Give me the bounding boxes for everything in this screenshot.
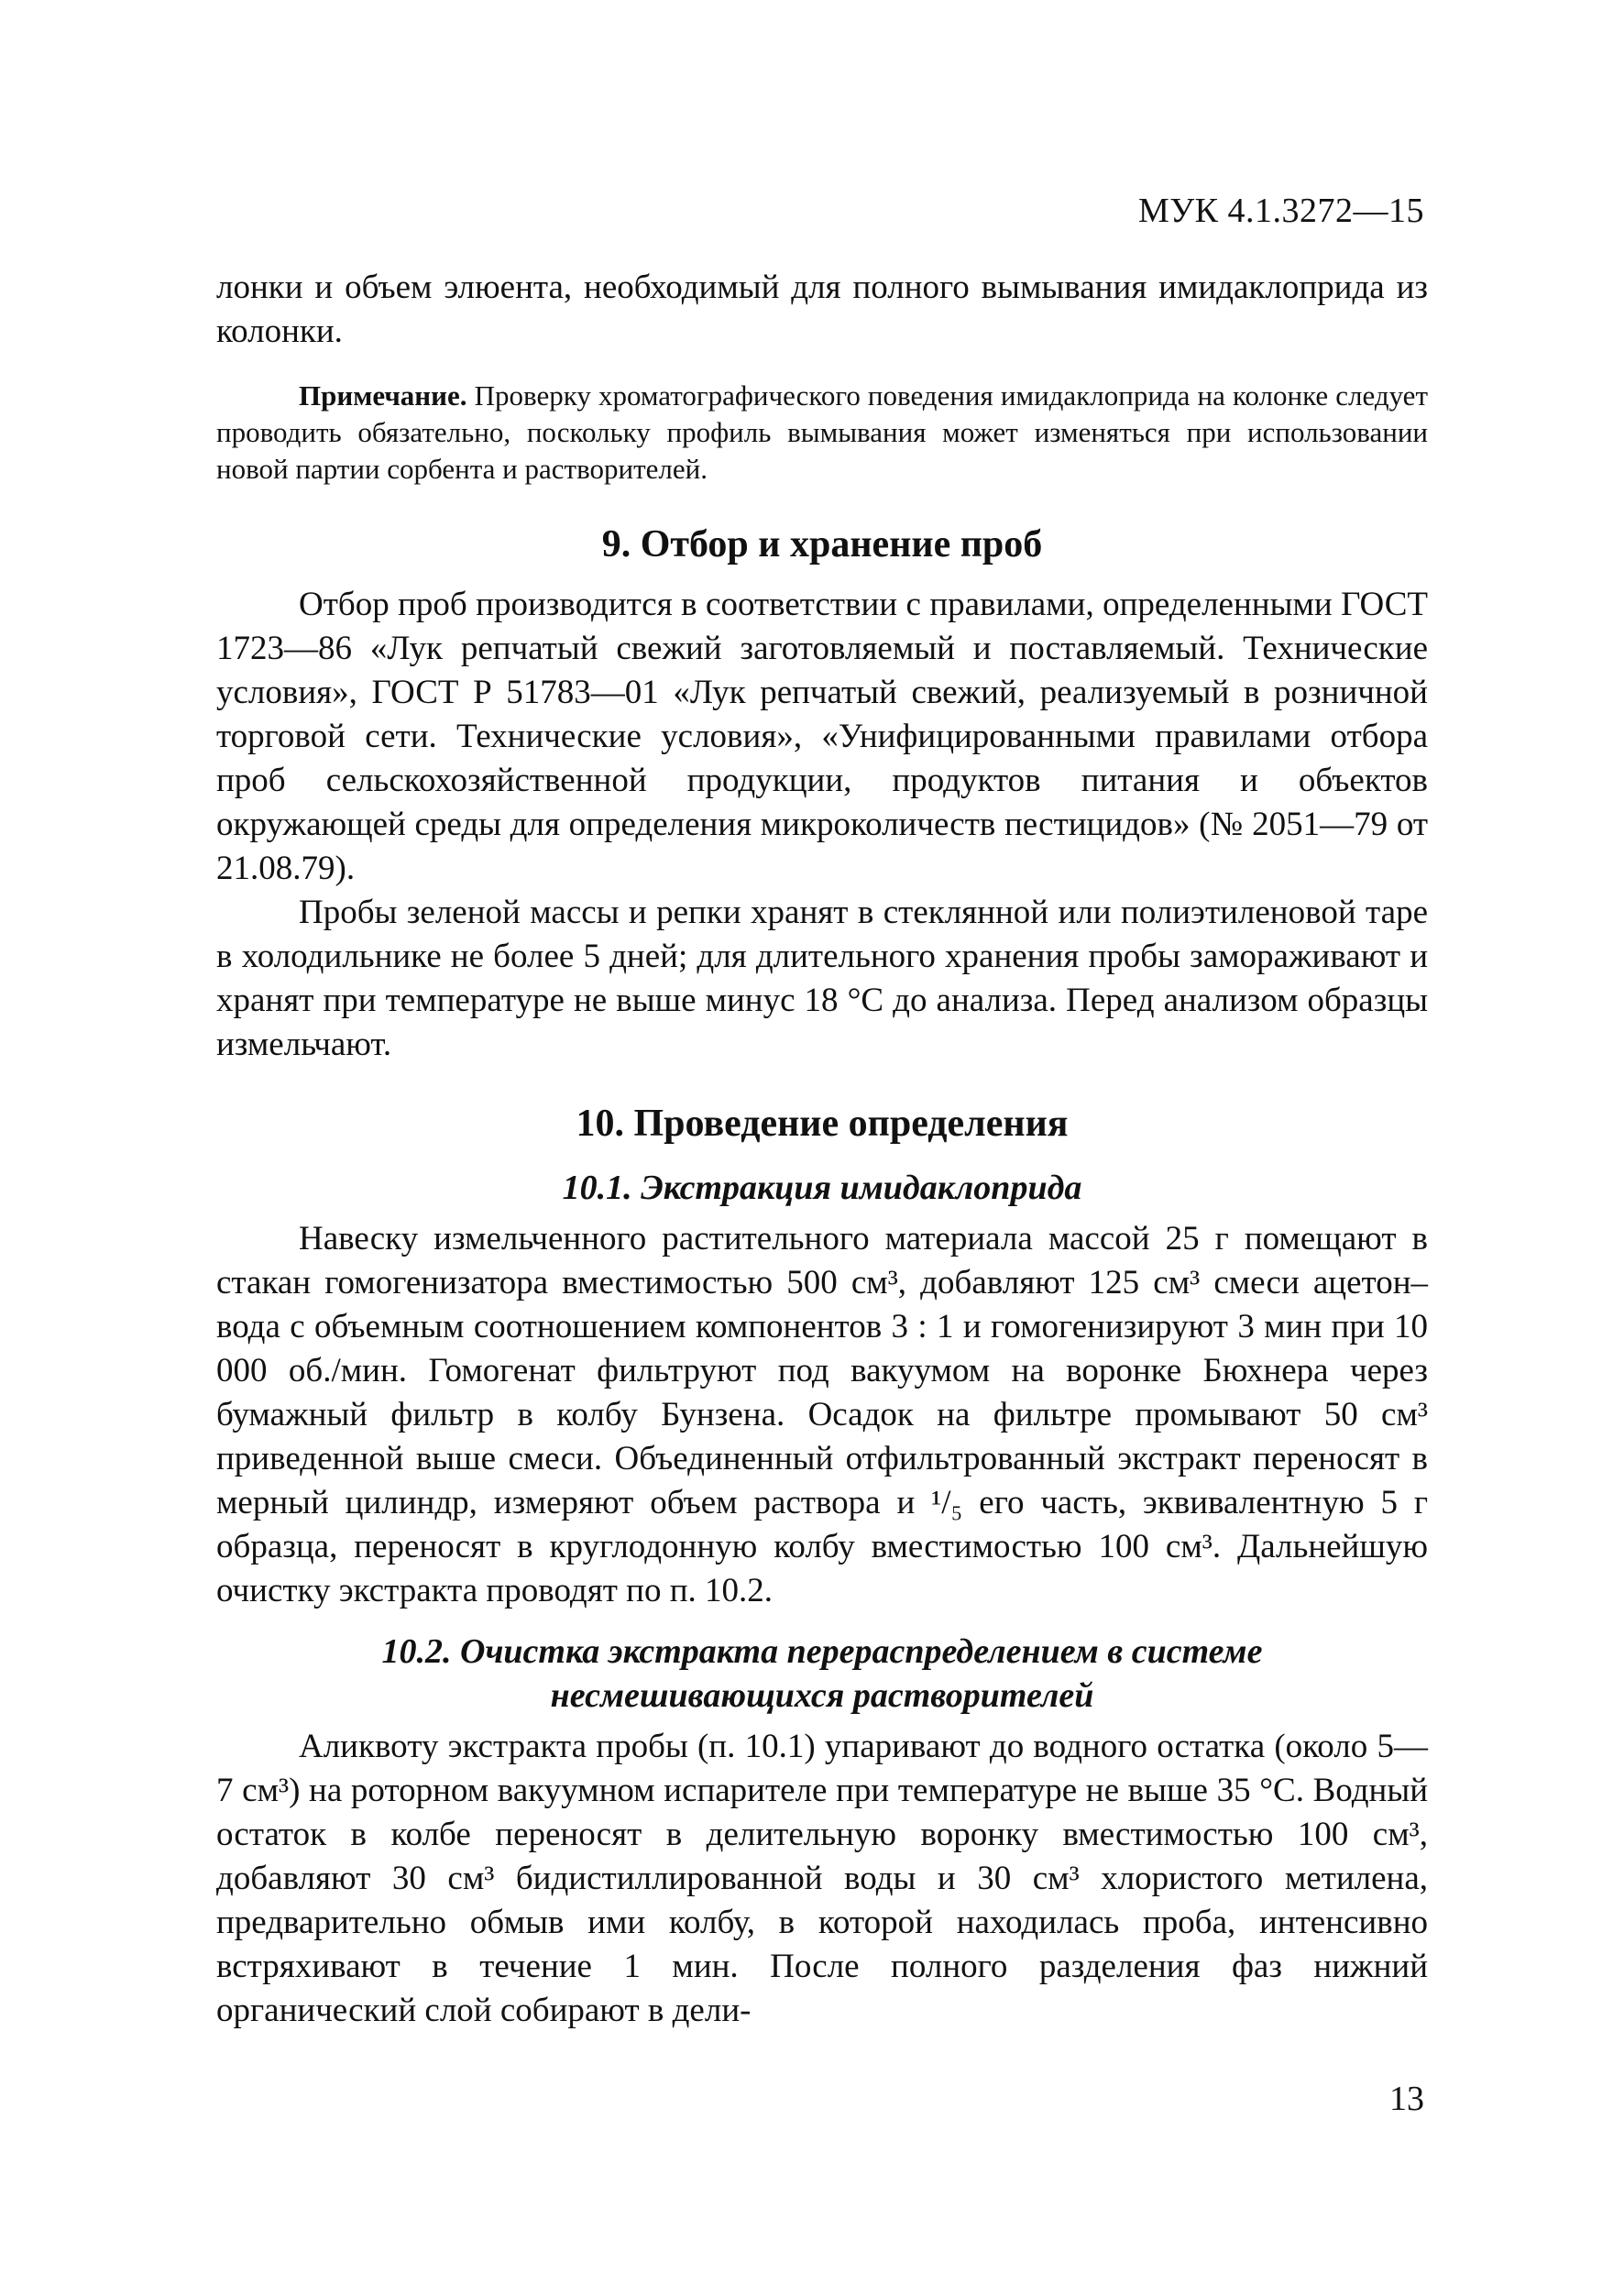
page-number: 13: [1389, 2080, 1424, 2118]
subsection-10-1-paragraph: Навеску измельченного растительного материала массой 25 г помещают в стакан гомогенизатора вместимостью 500 см³, добавляют 125 см³ смеси ацетон–вода с объемным соотношением компонентов 3 : 1 и гомогенизируют 3 мин при 10 000 об./мин. Гомогенат фильтруют под вакуумом на воронке Бюхнера через бумажный фильтр в колбу Бунзена. Осадок на фильтре промывают 50 см³ приведенной выше смеси. Объединенный отфильтрованный экстракт переносят в мерный цилиндр, измеряют объем раствора и ¹/₅ его часть, эквивалентную 5 г образца, переносят в круглодонную колбу вместимостью 100 см³. Дальнейшую очистку экстракта проводят по п. 10.2.: [216, 1220, 1428, 1609]
note-text: Проверку хроматографического поведения имидаклоприда на колонке следует проводить обязательно, поскольку профиль вымывания может изменяться при использовании новой партии сорбента и растворителей.: [216, 379, 1428, 485]
subsection-10-1-heading: 10.1. Экстракция имидаклоприда: [562, 1169, 1082, 1207]
subsection-10-2-heading: [216, 1630, 1428, 1718]
note-block: [216, 378, 1428, 488]
subsection-10-2-heading-line-2: несмешивающихся растворителей: [550, 1676, 1094, 1715]
section-10-heading: 10. Проведение определения: [576, 1103, 1069, 1145]
section-9-paragraph-1: Отбор проб производится в соответствии с правилами, определенными ГОСТ 1723—86 «Лук репчатый свежий заготовляемый и поставляемый. Технические условия», ГОСТ Р 51783—01 «Лук репчатый свежий, реализуемый в розничной торговой сети. Технические условия», «Унифицированными правилами отбора проб сельскохозяйственной продукции, продуктов питания и объектов окружающей среды для определения микроколичеств пестицидов» (№ 2051—79 от 21.08.79).: [216, 586, 1428, 887]
document-code-header: МУК 4.1.3272—15: [1137, 192, 1424, 230]
intro-paragraph: лонки и объем элюента, необходимый для полного вымывания имидаклоприда из колонки.: [216, 269, 1428, 350]
subsection-10-2-paragraph: Аликвоту экстракта пробы (п. 10.1) упаривают до водного остатка (около 5—7 см³) на роторном вакуумном испарителе при температуре не выше 35 °С. Водный остаток в колбе переносят в делительную воронку вместимостью 100 см³, добавляют 30 см³ бидистиллированной воды и 30 см³ хлористого метилена, предварительно обмыв ими колбу, в которой находилась проба, интенсивно встряхивают в течение 1 мин. После полного разделения фаз нижний органический слой собирают в дели-: [216, 1728, 1428, 2029]
subsection-10-2-heading-line-1: 10.2. Очистка экстракта перераспределением в системе: [381, 1632, 1263, 1671]
section-9-paragraph-2: Пробы зеленой массы и репки хранят в стеклянной или полиэтиленовой таре в холодильнике не более 5 дней; для длительного хранения пробы замораживают и хранят при температуре не выше минус 18 °С до анализа. Перед анализом образцы измельчают.: [216, 894, 1428, 1063]
section-9-heading: 9. Отбор и хранение проб: [601, 523, 1043, 566]
note-label: Примечание.: [299, 379, 467, 412]
page-content: [216, 266, 1428, 2033]
